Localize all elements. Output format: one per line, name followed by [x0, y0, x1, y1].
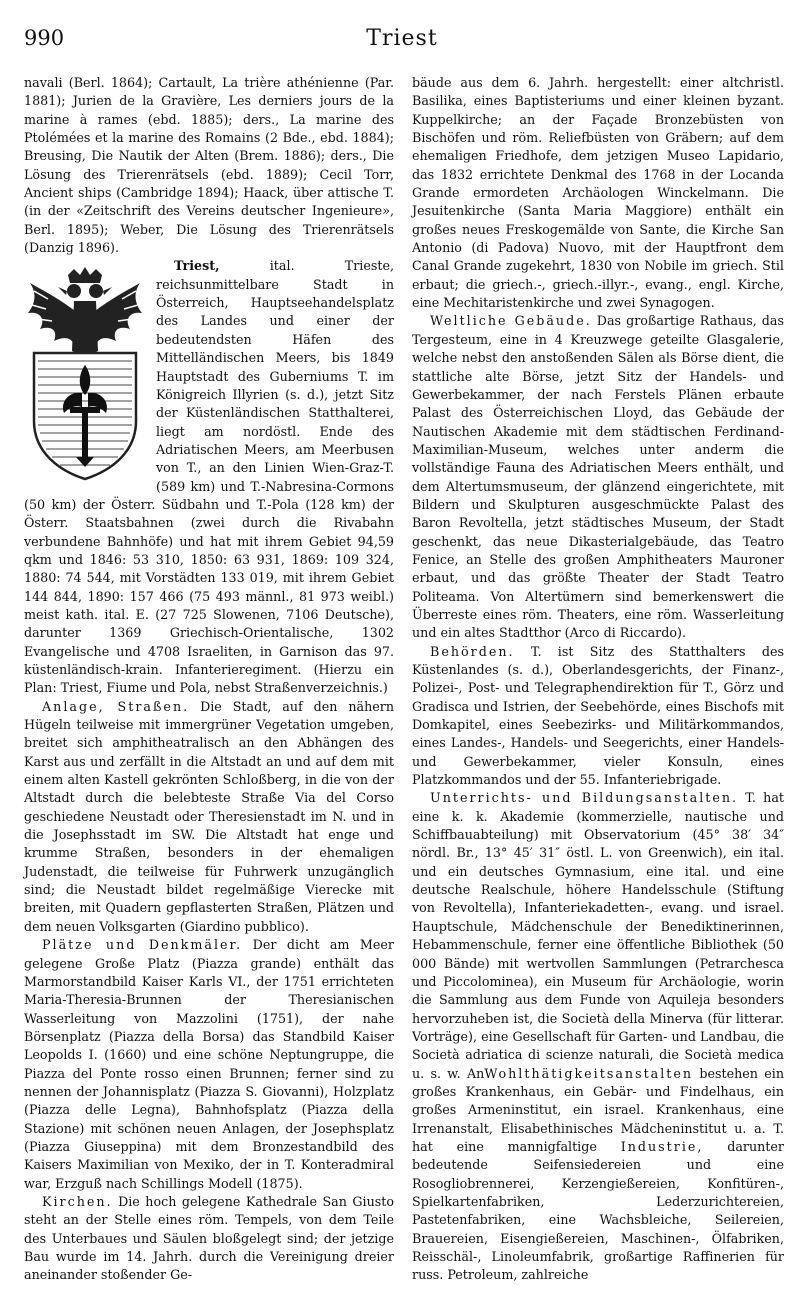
section-paragraph	[24, 936, 394, 1193]
running-head: Triest	[366, 26, 438, 51]
section-paragraph	[412, 643, 784, 790]
section-text: Die hoch gelegene Kathedrale San Giusto steht an der Stelle eines röm. Tempels, von dem Teile des Unterbaues und Säulen bloßgelegt sind; der jetzige Bau wurde im 14. Jahrh. durch die Vereinigung dreier aneinander stoßender Ge-	[24, 1193, 394, 1283]
right-column	[412, 74, 784, 1285]
inline-heading: Wohlthätigkeitsanstalten	[484, 1065, 694, 1081]
section-heading: Plätze und Denkmäler.	[42, 937, 243, 953]
section-heading: Kirchen.	[42, 1193, 113, 1209]
section-text: bestehen ein großes Krankenhaus, ein Gebär- und Findelhaus, ein großes Armeninstitut, ein israel. Krankenhaus, eine Irrenanstalt, Elisabethinisches Mädcheninstitut u. a. T. hat eine mannigfaltige	[412, 1065, 784, 1154]
section-heading: Unterrichts- und Bildungsanstalten.	[430, 790, 739, 806]
section-paragraph	[412, 312, 784, 642]
coat-of-arms-icon	[24, 261, 146, 483]
page-header	[24, 26, 780, 60]
section-text: darunter bedeutende Seifensiedereien und eine Rosogliobrennerei, Kerzengießereien, Konfitüren-, Spielkartenfabriken, Lederzurichtereien, Pastetenfabriken, eine Wachsbleiche, Seilereien, Brauereien, Eisengießereien, Maschinen-, Ölfabriken, Reisschäl-, Linoleumfabrik, großartige Raffinerien für russ. Petroleum, zahlreiche	[412, 1138, 784, 1283]
section-heading: Weltliche Gebäude.	[430, 313, 592, 329]
left-column	[24, 74, 394, 1285]
bibliography-paragraph: navali (Berl. 1864); Cartault, La trière athénienne (Par. 1881); Jurien de la Gravière, Les derniers jours de la marine à rames (ebd. 1885); ders., La marine des Ptolémées et la marine des Romains (2 Bde., ebd. 1884); Breusing, Die Nautik der Alten (Brem. 1886); ders., Die Lösung des Trierenrätsels (ebd. 1889); Cecil Torr, Ancient ships (Cambridge 1894); Haack, über attische T. (in der «Zeitschrift des Vereins deutscher Ingenieure», Berl. 1895); Weber, Die Lösung des Trierenrätsels (Danzig 1896).	[24, 75, 394, 256]
inline-heading: Industrie,	[620, 1138, 704, 1154]
section-heading: Behörden.	[430, 643, 515, 659]
section-paragraph	[24, 698, 394, 936]
section-text: T. ist Sitz des Statthalters des Küstenlandes (s. d.), Oberlandesgerichts, der Finanz-, Polizei-, Post- und Telegraphendirektion für T., Görz und Gradisca und Istrien, der Seebehörde, eines Bischofs mit Domkapitel, eines Seebezirks- und Militärkommandos, eines Landes-, Handels- und Seegerichts, einer Handels- und Gewerbekammer, vieler Konsuln, eines Platzkommandos und der 55. Infanteriebrigade.	[412, 643, 784, 788]
section-heading: Anlage, Straßen.	[42, 698, 190, 714]
section-text: Die Stadt, auf den nähern Hügeln teilweise mit immergrüner Vegetation umgeben, breitet sich amphitheatralisch an den Abhängen des Karst aus und zerfällt in die Altstadt an und auf dem mit einem alten Kastell gekrönten Schloßberg, in die von der Altstadt durch die belebteste Straße Via del Corso geschiedene Neustadt oder Theresienstadt im N. und in die Josephsstadt im SW. Die Altstadt hat enge und krumme Straßen, besonders in der ehemaligen Judenstadt, die teilweise für Fuhrwerk unzugänglich sind; die Neustadt bildet regelmäßige Vierecke mit breiten, mit Quadern gepflasterten Straßen, Plätzen und dem neuen Volksgarten (Giardino pubblico).	[24, 698, 394, 934]
article-headword: Triest,	[174, 258, 220, 274]
continued-paragraph: bäude aus dem 6. Jahrh. hergestellt: einer altchristl. Basilika, eines Baptisteriums und einer kleinen byzant. Kuppelkirche; an der Façade Bronzebüsten von Bischöfen und röm. Reliefbüsten von Gräbern; auf dem ehemaligen Friedhofe, dem jetzigen Museo Lapidario, das 1832 errichtete Denkmal des 1768 in der Locanda Grande ermordeten Archäologen Winckelmann. Die Jesuitenkirche (Santa Maria Maggiore) enthält ein großes neues Freskogemälde von Sante, die Kirche San Antonio (di Padova) Nuovo, mit der Hauptfront dem Canal Grande zugekehrt, 1830 von Nobile im griech. Stil erbaut; die griech.-, griech.-illyr.-, evang., engl. Kirche, eine Mechitaristenkirche und zwei Synagogen.	[412, 75, 784, 311]
page-number: 990	[24, 26, 65, 50]
section-text: Das großartige Rathaus, das Tergesteum, eine in 4 Kreuzwege geteilte Glasgalerie, welche nebst den anstoßenden Sälen als Börse dient, die stattliche alte Börse, jetzt Sitz der Handels- und Gewerbekammer, der nach Ferstels Plänen erbaute Palast des Österreichischen Lloyd, das Gebäude der Nautischen Akademie mit dem städtischen Ferdinand-Maximilian-Museum, welches unter anderm die vollständige Fauna des Adriatischen Meers enthält, und dem Altertumsmuseum, der glänzend eingerichtete, mit Bildern und Skulpturen ausgeschmückte Palast des Baron Revoltella, jetzt städtisches Museum, der Stadt geschenkt, das neue Dikasterialgebäude, das Teatro Fenice, an Stelle des großen Amphitheaters Mauroner erbaut, und das größte Theater der Stadt Teatro Politeama. Von Altertümern sind bemerkenswert die Überreste eines röm. Theaters, eine röm. Wasserleitung und ein altes Stadtthor (Arco di Riccardo).	[412, 313, 784, 641]
article-intro-text: ital. Trieste, reichsunmittelbare Stadt in Österreich, Hauptseehandelsplatz des Landes und einer der bedeutendsten Häfen des Mittelländischen Meers, bis 1849 Hauptstadt des Guberniums T. im Königreich Illyrien (s. d.), jetzt Sitz der Küstenländischen Statthalterei, liegt am nordöstl. Ende des Adriatischen Meers, am Meerbusen von T., an den Linien Wien-Graz-T. (589 km) und T.-Nabresina-Cormons (50 km) der Österr. Südbahn und T.-Pola (128 km) der Österr. Staatsbahnen (zwei durch die Rivabahn verbundene Bahnhöfe) und hat mit ihrem Gebiet 94,59 qkm und 1846: 53 310, 1850: 63 931, 1869: 109 324, 1880: 74 544, mit Vorstädten 133 019, mit ihrem Gebiet 144 844, 1890: 157 466 (75 493 männl., 81 973 weibl.) meist kath. ital. E. (27 725 Slowenen, 7106 Deutsche), darunter 1369 Griechisch-Orientalische, 1302 Evangelische und 4708 Israeliten, in Garnison das 97. küstenländisch-krain. Infanterieregiment. (Hierzu ein Plan: Triest, Fiume und Pola, nebst Straßenverzeichnis.)	[24, 258, 394, 696]
section-text: T. hat eine k. k. Akademie (kommerzielle, nautische und Schiffbauabteilung) mit Observatorium (45° 38′ 34″ nördl. Br., 13° 45′ 31″ östl. L. von Greenwich), ein ital. und ein deutsches Gymnasium, eine ital. und eine deutsche Realschule, höhere Handelsschule (Stiftung von Revoltella), Infanteriekadetten-, evang. und israel. Hauptschule, Mädchenschule der Benediktinerinnen, Hebammenschule, ferner eine öffentliche Bibliothek (50 000 Bände) mit wertvollen Sammlungen (Petrarchesca und Piccolominea), ein Museum für Archäologie, worin die Sammlung aus dem Funde von Aquileja besonders hervorzuheben ist, die Società della Minerva (für litterar. Vorträge), eine Gesellschaft für Garten- und Landbau, die Società adriatica di scienze naturali, die Società medica u. s. w. An	[412, 790, 784, 1081]
section-paragraph	[412, 789, 784, 1284]
coat-of-arms-image	[24, 261, 146, 483]
article-intro-paragraph	[24, 257, 394, 697]
section-paragraph	[24, 1193, 394, 1285]
section-text: Der dicht am Meer gelegene Große Platz (Piazza grande) enthält das Marmorstandbild Kaiser Karls VI., der 1751 errichteten Maria-Theresia-Brunnen der Theresianischen Wasserleitung von Mazzolini (1751), der nahe Börsenplatz (Piazza della Borsa) das Standbild Kaiser Leopolds I. (1660) und eine schöne Neptungruppe, die Piazza del Ponte rosso einen Brunnen; ferner sind zu nennen der Johannisplatz (Piazza S. Giovanni), Holzplatz (Piazza delle Legna), Bahnhofsplatz (Piazza della Stazione) mit schönen neuen Anlagen, der Josephsplatz (Piazza Giuseppina) mit dem Bronzestandbild des Kaisers Maximilian von Mexiko, der in T. Konteradmiral war, Erzguß nach Schillings Modell (1875).	[24, 937, 394, 1191]
